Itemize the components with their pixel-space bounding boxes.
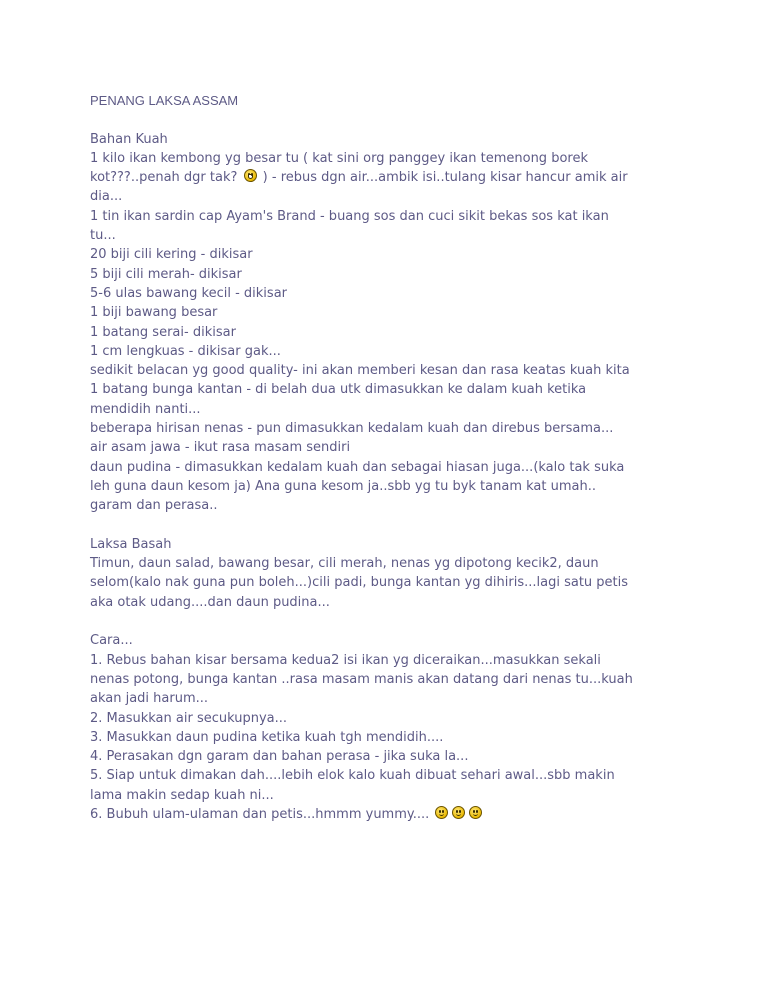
kuah-line: 1 kilo ikan kembong yg besar tu ( kat sini org panggey ikan temenong borek <box>90 150 588 166</box>
smiley-icon <box>435 806 448 819</box>
kuah-line: 1 batang bunga kantan - di belah dua utk dimasukkan ke dalam kuah ketika <box>90 382 587 398</box>
basah-line: Timun, daun salad, bawang besar, cili merah, nenas yg dipotong kecik2, daun <box>90 556 599 572</box>
kuah-line: garam dan perasa.. <box>90 498 218 514</box>
kuah-line: dia... <box>90 189 123 205</box>
kuah-line: 20 biji cili kering - dikisar <box>90 247 253 263</box>
laughing-smiley-icon <box>244 169 257 182</box>
kuah-line: daun pudina - dimasukkan kedalam kuah dan sebagai hiasan juga...(kalo tak suka <box>90 459 625 475</box>
kuah-line-text: ) - rebus dgn air...ambik isi..tulang kisar hancur amik air <box>262 170 628 186</box>
cara-line: nenas potong, bunga kantan ..rasa masam manis akan datang dari nenas tu...kuah <box>90 671 633 687</box>
basah-line: selom(kalo nak guna pun boleh...)cili padi, bunga kantan yg dihiris...lagi satu petis <box>90 575 629 591</box>
kuah-line: 1 tin ikan sardin cap Ayam's Brand - buang sos dan cuci sikit bekas sos kat ikan <box>90 208 609 224</box>
recipe-document <box>90 91 690 824</box>
smiley-icon <box>452 806 465 819</box>
cara-line: 2. Masukkan air secukupnya... <box>90 710 288 726</box>
basah-line: aka otak udang....dan daun pudina... <box>90 594 330 610</box>
cara-line: 1. Rebus bahan kisar bersama kedua2 isi ikan yg diceraikan...masukkan sekali <box>90 652 601 668</box>
cara-line: 5. Siap untuk dimakan dah....lebih elok kalo kuah dibuat sehari awal...sbb makin <box>90 768 615 784</box>
spacer <box>90 612 690 631</box>
kuah-line: 1 batang serai- dikisar <box>90 324 236 340</box>
kuah-line: 5-6 ulas bawang kecil - dikisar <box>90 285 288 301</box>
kuah-line: tu... <box>90 228 116 244</box>
kuah-line: leh guna daun kesom ja) Ana guna kesom ja..sbb yg tu byk tanam kat umah.. <box>90 478 596 494</box>
section-heading-cara: Cara... <box>90 633 133 649</box>
page-title: PENANG LAKSA ASSAM <box>90 93 239 108</box>
kuah-line: 1 cm lengkuas - dikisar gak... <box>90 343 281 359</box>
cara-line: lama makin sedap kuah ni... <box>90 787 274 803</box>
cara-line: 3. Masukkan daun pudina ketika kuah tgh mendidih.... <box>90 729 444 745</box>
kuah-line <box>90 168 690 187</box>
cara-line: 4. Perasakan dgn garam dan bahan perasa - jika suka la... <box>90 749 469 765</box>
cara-line-text: 6. Bubuh ulam-ulaman dan petis...hmmm yummy.... <box>90 806 430 822</box>
kuah-line: beberapa hirisan nenas - pun dimasukkan kedalam kuah dan direbus bersama... <box>90 421 614 437</box>
kuah-line-text: kot???..penah dgr tak? <box>90 170 238 186</box>
section-heading-basah: Laksa Basah <box>90 536 172 552</box>
cara-line: akan jadi harum... <box>90 691 209 707</box>
section-heading-kuah: Bahan Kuah <box>90 131 168 147</box>
smiley-icon <box>469 806 482 819</box>
spacer <box>90 110 690 129</box>
cara-line <box>90 805 690 824</box>
spacer <box>90 516 690 535</box>
kuah-line: 1 biji bawang besar <box>90 305 218 321</box>
kuah-line: 5 biji cili merah- dikisar <box>90 266 242 282</box>
kuah-line: mendidih nanti... <box>90 401 201 417</box>
kuah-line: air asam jawa - ikut rasa masam sendiri <box>90 440 351 456</box>
kuah-line: sedikit belacan yg good quality- ini akan memberi kesan dan rasa keatas kuah kita <box>90 363 630 379</box>
